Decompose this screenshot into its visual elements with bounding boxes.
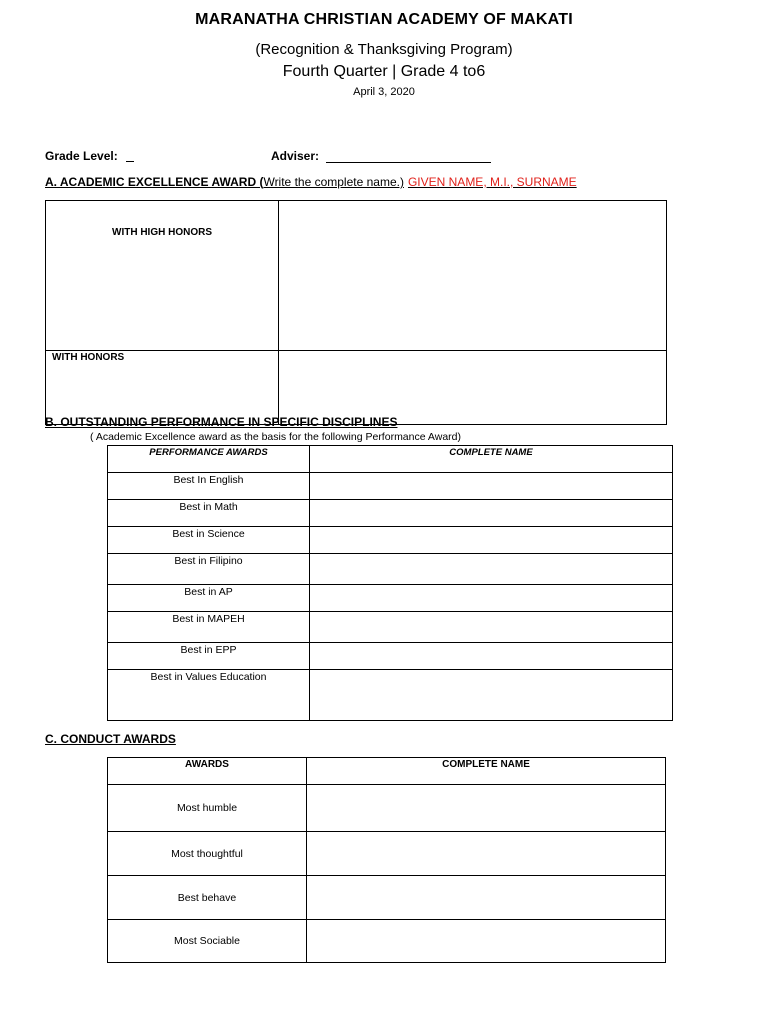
complete-name-cell[interactable] (310, 670, 673, 721)
program-title: (Recognition & Thanksgiving Program) (255, 41, 513, 58)
complete-name-cell[interactable] (307, 876, 666, 920)
complete-name-cell[interactable] (310, 527, 673, 554)
award-label: Best in AP (108, 585, 310, 612)
complete-name-cell[interactable] (307, 920, 666, 963)
award-label: Best behave (108, 876, 307, 920)
section-b-note: ( Academic Excellence award as the basis for the following Performance Award) (90, 431, 461, 443)
complete-name-header: COMPLETE NAME (310, 446, 673, 473)
conduct-awards-table (107, 757, 666, 963)
award-label: Best In English (108, 473, 310, 500)
table-row (108, 527, 673, 554)
award-label: Most thoughtful (108, 832, 307, 876)
name-format-hint: GIVEN NAME, M.I., SURNAME (407, 175, 577, 189)
table-row (108, 473, 673, 500)
table-row (108, 785, 666, 832)
complete-name-cell[interactable] (310, 585, 673, 612)
table-header-row (108, 758, 666, 785)
award-label: Most humble (108, 785, 307, 832)
complete-name-header: COMPLETE NAME (307, 758, 666, 785)
award-label: Best in Filipino (108, 554, 310, 585)
honors-names-cell[interactable] (279, 351, 667, 425)
table-row (108, 670, 673, 721)
section-c-title: C. CONDUCT AWARDS (45, 732, 176, 746)
table-header-row (108, 446, 673, 473)
awards-header: AWARDS (108, 758, 307, 785)
high-honors-label: WITH HIGH HONORS (46, 201, 279, 351)
table-row (108, 832, 666, 876)
table-row (108, 643, 673, 670)
table-row (108, 554, 673, 585)
honors-label: WITH HONORS (46, 351, 279, 425)
program-date: April 3, 2020 (353, 86, 415, 98)
table-row (108, 500, 673, 527)
adviser-field[interactable] (326, 150, 491, 163)
complete-name-cell[interactable] (307, 785, 666, 832)
table-row (46, 351, 667, 425)
award-label: Best in Values Education (108, 670, 310, 721)
award-label: Best in EPP (108, 643, 310, 670)
award-label: Best in Science (108, 527, 310, 554)
complete-name-cell[interactable] (310, 473, 673, 500)
table-row (108, 920, 666, 963)
complete-name-cell[interactable] (310, 554, 673, 585)
adviser-label: Adviser: (271, 149, 320, 163)
table-row (108, 876, 666, 920)
award-label: Most Sociable (108, 920, 307, 963)
table-row (108, 585, 673, 612)
complete-name-cell[interactable] (310, 612, 673, 643)
table-row (108, 612, 673, 643)
section-a-title: A. ACADEMIC EXCELLENCE AWARD ( (45, 175, 264, 189)
performance-awards-header: PERFORMANCE AWARDS (108, 446, 310, 473)
academic-excellence-table (45, 200, 667, 425)
quarter-title: Fourth Quarter | Grade 4 to6 (282, 63, 486, 80)
award-label: Best in MAPEH (108, 612, 310, 643)
school-name: MARANATHA CHRISTIAN ACADEMY OF MAKATI (195, 11, 573, 28)
grade-level-label: Grade Level: (45, 149, 118, 163)
award-label: Best in Math (108, 500, 310, 527)
complete-name-cell[interactable] (310, 643, 673, 670)
high-honors-names-cell[interactable] (279, 201, 667, 351)
grade-level-field[interactable] (126, 149, 134, 162)
table-row (46, 201, 667, 351)
performance-awards-table (107, 445, 673, 721)
complete-name-cell[interactable] (310, 500, 673, 527)
section-a-note: Write the complete name.) (263, 175, 404, 189)
section-b-title: B. OUTSTANDING PERFORMANCE IN SPECIFIC DISCIPLINES (45, 415, 398, 429)
section-a-heading (45, 175, 577, 189)
complete-name-cell[interactable] (307, 832, 666, 876)
